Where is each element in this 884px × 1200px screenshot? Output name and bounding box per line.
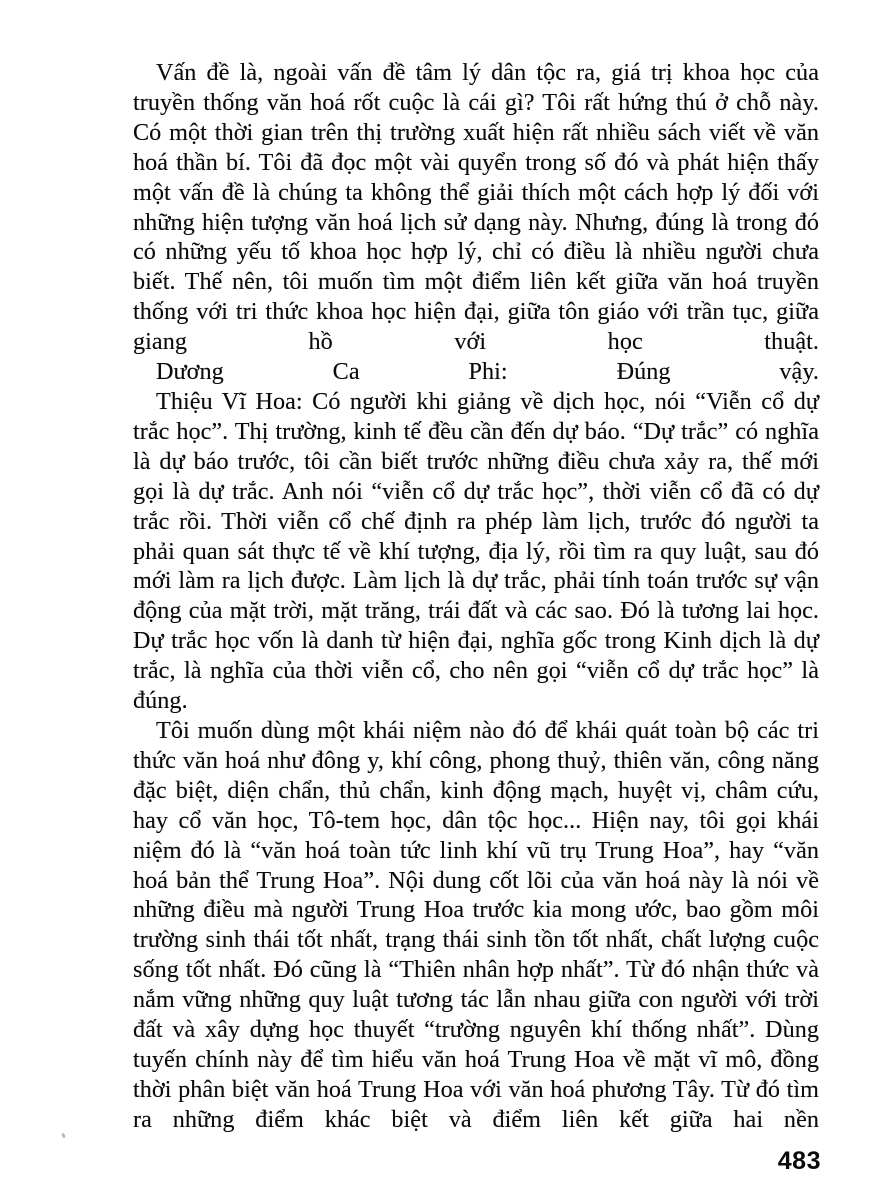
paragraph-speaker-duong-ca-phi: Dương Ca Phi: Đúng vậy. bbox=[156, 358, 819, 386]
scan-speck bbox=[61, 1133, 66, 1139]
page-number: 483 bbox=[777, 1147, 821, 1175]
paragraph-speaker-thieu-vi-hoa: Thiệu Vĩ Hoa: Có người khi giảng về dịch học, nói “Viễn cổ dự trắc học”. Thị trường, kinh tế đều cần đến dự báo. “Dự trắc” có nghĩa là dự báo trước, tôi cần biết trước những điều chưa xảy ra, thế mới gọi là dự trắc. Anh nói “viễn cổ dự trắc học”, thời viễn cổ đã có dự trắc rồi. Thời viễn cổ chế định ra phép làm lịch, trước đó người ta phải quan sát thực tế về khí tượng, địa lý, rồi tìm ra quy luật, sau đó mới làm ra lịch được. Làm lịch là dự trắc, phải tính toán trước sự vận động của mặt trời, mặt trăng, trái đất và các sao. Đó là tương lai học. Dự trắc học vốn là danh từ hiện đại, nghĩa gốc trong Kinh dịch là dự trắc, là nghĩa của thời viễn cổ, cho nên gọi “viễn cổ dự trắc học” là đúng. bbox=[133, 388, 819, 715]
paragraph: Vấn đề là, ngoài vấn đề tâm lý dân tộc ra, giá trị khoa học của truyền thống văn hoá rốt cuộc là cái gì? Tôi rất hứng thú ở chỗ này. Có một thời gian trên thị trường xuất hiện rất nhiều sách viết về văn hoá thần bí. Tôi đã đọc một vài quyển trong số đó và phát hiện thấy một vấn đề là chúng ta không thể giải thích một cách hợp lý đối với những hiện tượng văn hoá lịch sử dạng này. Nhưng, đúng là trong đó có những yếu tố khoa học hợp lý, chỉ có điều là nhiều người chưa biết. Thế nên, tôi muốn tìm một điểm liên kết giữa văn hoá truyền thống với tri thức khoa học hiện đại, giữa tôn giáo với trần tục, giữa giang hồ với học thuật. bbox=[133, 59, 819, 356]
page-text-column bbox=[133, 58, 819, 1135]
paragraph: Tôi muốn dùng một khái niệm nào đó để khái quát toàn bộ các tri thức văn hoá như đông y, khí công, phong thuỷ, thiên văn, công năng đặc biệt, diện chẩn, thủ chẩn, kinh động mạch, huyệt vị, châm cứu, hay cổ văn học, Tô-tem học, dân tộc học... Hiện nay, tôi gọi khái niệm đó là “văn hoá toàn tức linh khí vũ trụ Trung Hoa”, hay “văn hoá bản thể Trung Hoa”. Nội dung cốt lõi của văn hoá này là nói về những điều mà người Trung Hoa trước kia mong ước, bao gồm môi trường sinh thái tốt nhất, trạng thái sinh tồn tốt nhất, chất lượng cuộc sống tốt nhất. Đó cũng là “Thiên nhân hợp nhất”. Từ đó nhận thức và nắm vững những quy luật tương tác lẫn nhau giữa con người với trời đất và xây dựng học thuyết “trường nguyên khí thống nhất”. Dùng tuyến chính này để tìm hiểu văn hoá Trung Hoa về mặt vĩ mô, đồng thời phân biệt văn hoá Trung Hoa với văn hoá phương Tây. Từ đó tìm ra những điểm khác biệt và điểm liên kết giữa hai nền bbox=[133, 716, 819, 1133]
